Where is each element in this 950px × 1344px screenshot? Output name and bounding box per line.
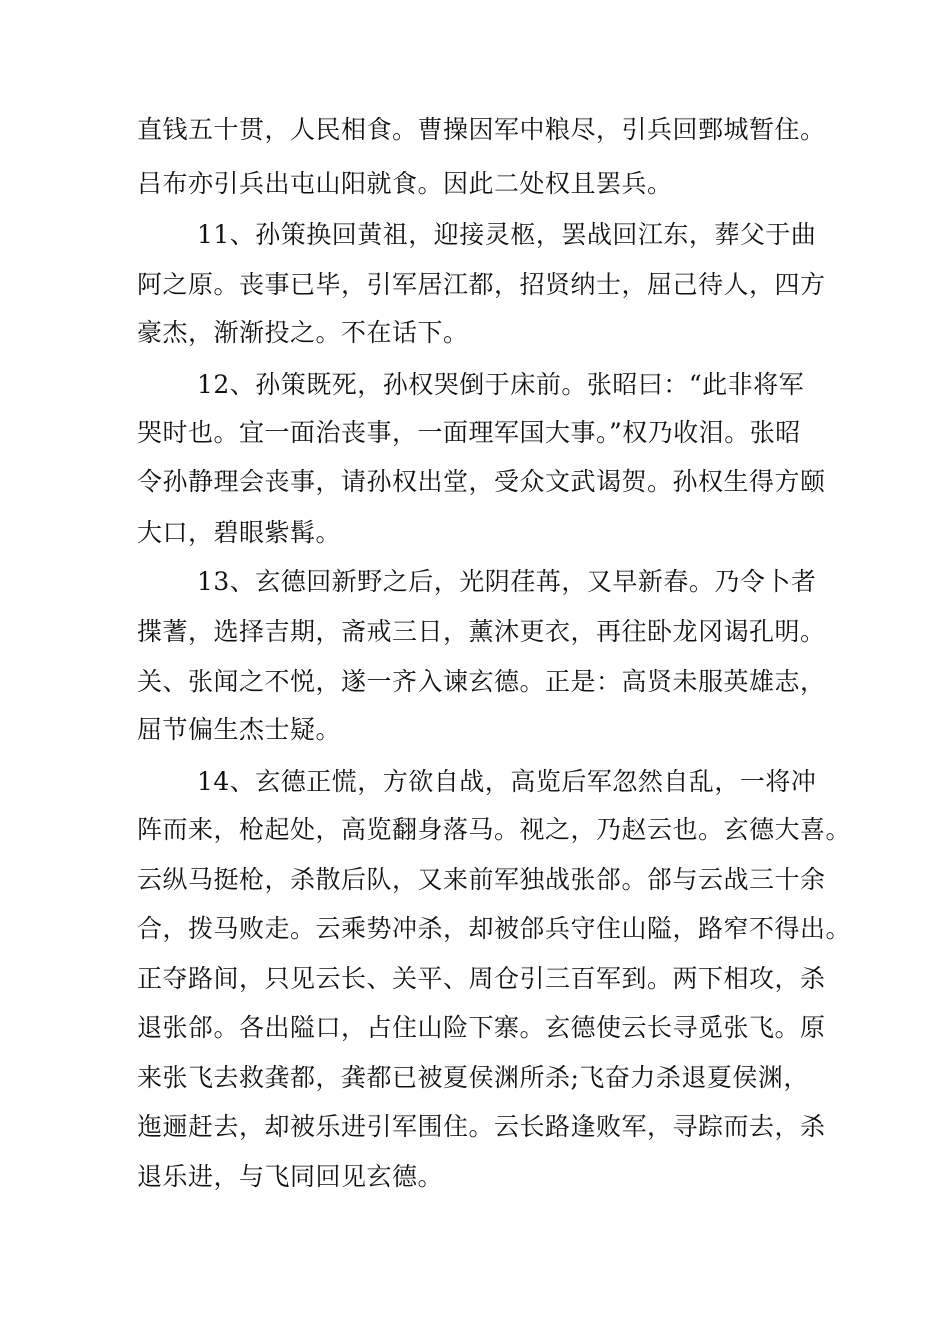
text-line: 大口，碧眼紫髯。 xyxy=(137,518,342,547)
text-line: 正夺路间，只见云长、关平、周仓引三百军到。两下相攻，杀 xyxy=(137,964,826,993)
text-line: 阵而来，枪起处，高览翻身落马。视之，乃赵云也。玄德大喜。 xyxy=(137,815,852,844)
paragraph-14-start: 14、玄德正慌，方欲自战，高览后军忽然自乱，一将冲 xyxy=(197,767,817,796)
text-line: 来张飞去救龚都，龚都已被夏侯渊所杀;飞奋力杀退夏侯渊， xyxy=(137,1063,809,1092)
text-line: 迤逦赶去，却被乐进引军围住。云长路逢败军，寻踪而去，杀 xyxy=(137,1112,826,1141)
text-line: 合，拨马败走。云乘势冲杀，却被郃兵守住山隘，路窄不得出。 xyxy=(137,914,852,943)
text-line: 退张郃。各出隘口，占住山险下寨。玄德使云长寻觅张飞。原 xyxy=(137,1013,826,1042)
text-line: 揲蓍，选择吉期，斋戒三日，薰沐更衣，再往卧龙冈谒孔明。 xyxy=(137,617,826,646)
paragraph-12-start: 12、孙策既死，孙权哭倒于床前。张昭曰：“此非将军 xyxy=(197,370,805,399)
text-line: 直钱五十贯，人民相食。曹操因军中粮尽，引兵回鄄城暂住。 xyxy=(137,115,826,144)
text-line: 哭时也。宜一面治丧事，一面理军国大事。”权乃收泪。张昭 xyxy=(137,418,801,447)
text-line: 云纵马挺枪，杀散后队，又来前军独战张郃。郃与云战三十余 xyxy=(137,865,826,894)
text-line: 关、张闻之不悦，遂一齐入谏玄德。正是：高贤未服英雄志， xyxy=(137,667,826,696)
text-line: 豪杰，渐渐投之。不在话下。 xyxy=(137,318,469,347)
text-line: 令孙静理会丧事，请孙权出堂，受众文武谒贺。孙权生得方颐 xyxy=(137,467,826,496)
paragraph-11-start: 11、孙策换回黄祖，迎接灵柩，罢战回江东，葬父于曲 xyxy=(197,220,817,249)
text-line: 阿之原。丧事已毕，引军居江都，招贤纳士，屈己待人，四方 xyxy=(137,270,826,299)
paragraph-13-start: 13、玄德回新野之后，光阴荏苒，又早新春。乃令卜者 xyxy=(197,567,817,596)
text-line: 吕布亦引兵出屯山阳就食。因此二处权且罢兵。 xyxy=(137,169,673,198)
text-line: 屈节偏生杰士疑。 xyxy=(137,715,342,744)
text-line: 退乐进，与飞同回见玄德。 xyxy=(137,1162,444,1191)
